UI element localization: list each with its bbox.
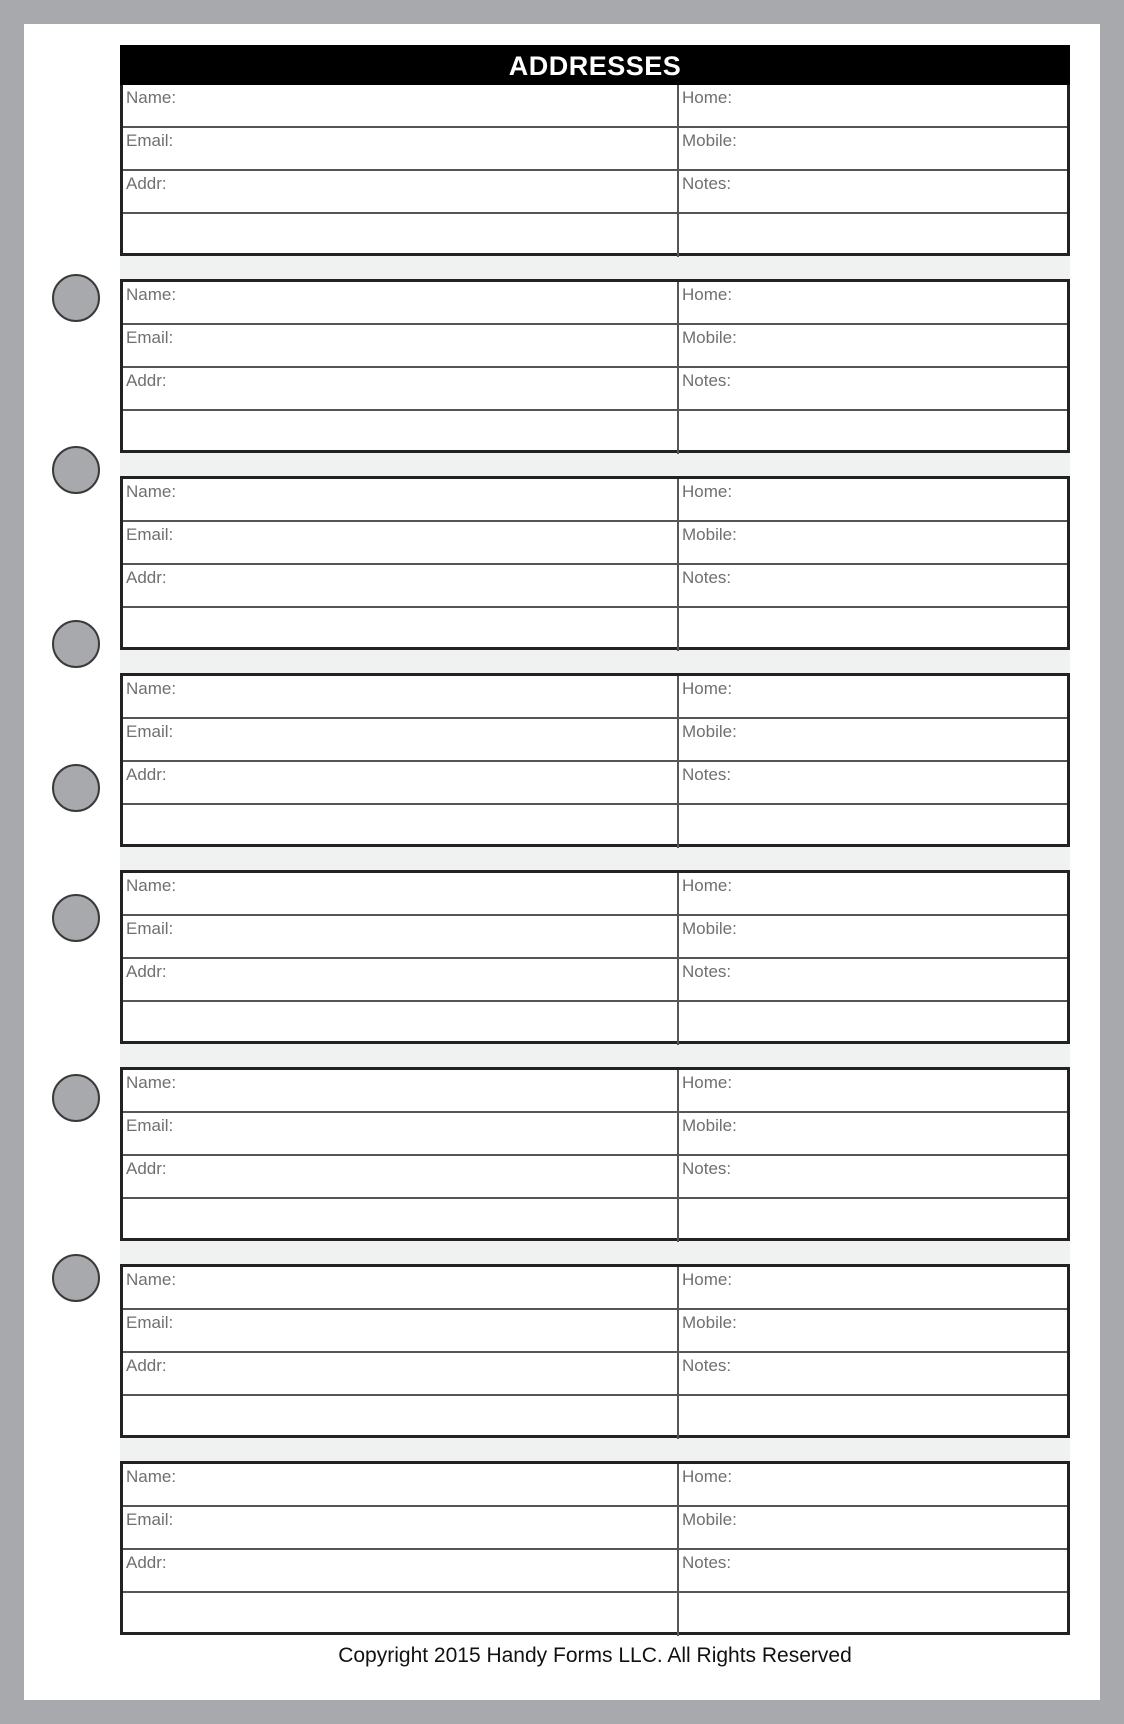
address-form [120,45,1070,1635]
mobile-phone-field[interactable] [679,1507,1067,1548]
name-field[interactable] [123,1464,679,1505]
name-label: Name: [126,482,177,501]
entry-row-extra [123,1593,1067,1636]
address-line-2-field[interactable] [123,1199,679,1242]
binder-hole [52,894,100,942]
entry-row-addr [123,959,1067,1002]
addr-label: Addr: [126,1356,167,1375]
name-field[interactable] [123,282,679,323]
mobile-phone-field[interactable] [679,522,1067,563]
email-field[interactable] [123,1113,679,1154]
email-field[interactable] [123,719,679,760]
entry-divider [120,650,1070,673]
binder-hole [52,1254,100,1302]
name-field[interactable] [123,1267,679,1308]
entry-row-name [123,282,1067,325]
address-line-2-field[interactable] [123,1396,679,1439]
mobile-label: Mobile: [682,722,737,741]
mobile-label: Mobile: [682,525,737,544]
addr-label: Addr: [126,568,167,587]
entry-row-addr [123,171,1067,214]
address-field[interactable] [123,171,679,212]
home-label: Home: [682,876,733,895]
home-phone-field[interactable] [679,1464,1067,1505]
addr-label: Addr: [126,371,167,390]
notes-field[interactable] [679,762,1067,803]
email-label: Email: [126,328,174,347]
name-label: Name: [126,1073,177,1092]
email-label: Email: [126,1116,174,1135]
address-line-2-field[interactable] [123,608,679,651]
home-label: Home: [682,88,733,107]
entry-row-email [123,522,1067,565]
entry-divider [120,847,1070,870]
name-field[interactable] [123,85,679,126]
entry-row-addr [123,1156,1067,1199]
notes-line-2-field[interactable] [679,1002,1067,1045]
notes-line-2-field[interactable] [679,1199,1067,1242]
home-label: Home: [682,679,733,698]
email-field[interactable] [123,916,679,957]
mobile-phone-field[interactable] [679,325,1067,366]
addr-label: Addr: [126,174,167,193]
address-entry [120,1264,1070,1438]
notes-field[interactable] [679,1550,1067,1591]
address-line-2-field[interactable] [123,805,679,848]
binder-hole [52,764,100,812]
entry-row-email [123,325,1067,368]
entry-divider [120,453,1070,476]
binder-hole [52,1074,100,1122]
email-field[interactable] [123,325,679,366]
mobile-phone-field[interactable] [679,916,1067,957]
mobile-label: Mobile: [682,1116,737,1135]
planner-page [24,24,1100,1700]
notes-line-2-field[interactable] [679,805,1067,848]
entry-row-email [123,128,1067,171]
address-line-2-field[interactable] [123,1593,679,1636]
entry-row-addr [123,1550,1067,1593]
copyright-notice: Copyright 2015 Handy Forms LLC. All Rights Reserved [338,1644,852,1667]
email-label: Email: [126,1510,174,1529]
addr-label: Addr: [126,1159,167,1178]
entry-row-email [123,1113,1067,1156]
address-entry [120,673,1070,847]
entry-row-name [123,676,1067,719]
mobile-phone-field[interactable] [679,719,1067,760]
email-label: Email: [126,525,174,544]
notes-line-2-field[interactable] [679,214,1067,257]
mobile-label: Mobile: [682,131,737,150]
entry-row-addr [123,762,1067,805]
notes-label: Notes: [682,1159,732,1178]
notes-label: Notes: [682,174,732,193]
email-field[interactable] [123,522,679,563]
notes-label: Notes: [682,568,732,587]
home-label: Home: [682,1467,733,1486]
binder-hole [52,274,100,322]
entry-divider [120,256,1070,279]
notes-field[interactable] [679,565,1067,606]
name-field[interactable] [123,676,679,717]
entry-row-addr [123,1353,1067,1396]
entry-divider [120,1241,1070,1264]
mobile-label: Mobile: [682,1510,737,1529]
addr-label: Addr: [126,1553,167,1572]
email-label: Email: [126,131,174,150]
notes-label: Notes: [682,765,732,784]
entry-row-name [123,479,1067,522]
entry-row-name [123,873,1067,916]
notes-label: Notes: [682,1553,732,1572]
address-entry [120,279,1070,453]
name-label: Name: [126,679,177,698]
entry-row-addr [123,565,1067,608]
name-label: Name: [126,876,177,895]
entry-row-extra [123,805,1067,848]
name-label: Name: [126,1270,177,1289]
name-field[interactable] [123,873,679,914]
entry-row-name [123,1464,1067,1507]
address-entry [120,1067,1070,1241]
notes-field[interactable] [679,1353,1067,1394]
address-line-2-field[interactable] [123,1002,679,1045]
home-label: Home: [682,285,733,304]
email-label: Email: [126,919,174,938]
binder-hole [52,446,100,494]
name-field[interactable] [123,1070,679,1111]
entry-row-extra [123,411,1067,454]
entry-row-addr [123,368,1067,411]
email-field[interactable] [123,1507,679,1548]
address-field[interactable] [123,762,679,803]
mobile-label: Mobile: [682,328,737,347]
name-label: Name: [126,88,177,107]
home-label: Home: [682,1073,733,1092]
entry-divider [120,1044,1070,1067]
entry-row-extra [123,214,1067,257]
address-field[interactable] [123,1353,679,1394]
address-entry [120,85,1070,256]
email-field[interactable] [123,128,679,169]
address-entry [120,870,1070,1044]
entry-row-name [123,1070,1067,1113]
name-label: Name: [126,1467,177,1486]
binder-hole [52,620,100,668]
home-phone-field[interactable] [679,1267,1067,1308]
home-phone-field[interactable] [679,85,1067,126]
email-label: Email: [126,722,174,741]
entry-row-email [123,719,1067,762]
page-title: ADDRESSES [120,45,1070,85]
addr-label: Addr: [126,962,167,981]
address-field[interactable] [123,565,679,606]
entry-row-email [123,916,1067,959]
home-label: Home: [682,1270,733,1289]
entry-divider [120,1438,1070,1461]
email-field[interactable] [123,1310,679,1351]
mobile-phone-field[interactable] [679,128,1067,169]
notes-label: Notes: [682,962,732,981]
addr-label: Addr: [126,765,167,784]
notes-line-2-field[interactable] [679,411,1067,454]
mobile-label: Mobile: [682,1313,737,1332]
entry-row-name [123,85,1067,128]
notes-label: Notes: [682,1356,732,1375]
notes-field[interactable] [679,368,1067,409]
address-line-2-field[interactable] [123,214,679,257]
entry-row-email [123,1310,1067,1353]
notes-field[interactable] [679,959,1067,1000]
notes-line-2-field[interactable] [679,608,1067,651]
home-phone-field[interactable] [679,873,1067,914]
name-field[interactable] [123,479,679,520]
notes-line-2-field[interactable] [679,1593,1067,1636]
entry-row-extra [123,1002,1067,1045]
entry-row-extra [123,608,1067,651]
name-label: Name: [126,285,177,304]
home-phone-field[interactable] [679,676,1067,717]
notes-field[interactable] [679,171,1067,212]
entry-row-extra [123,1199,1067,1242]
address-field[interactable] [123,959,679,1000]
entry-row-name [123,1267,1067,1310]
notes-line-2-field[interactable] [679,1396,1067,1439]
address-field[interactable] [123,368,679,409]
notes-field[interactable] [679,1156,1067,1197]
mobile-phone-field[interactable] [679,1113,1067,1154]
email-label: Email: [126,1313,174,1332]
address-field[interactable] [123,1156,679,1197]
notes-label: Notes: [682,371,732,390]
entry-row-extra [123,1396,1067,1439]
mobile-phone-field[interactable] [679,1310,1067,1351]
address-entry [120,1461,1070,1635]
home-phone-field[interactable] [679,479,1067,520]
home-phone-field[interactable] [679,282,1067,323]
mobile-label: Mobile: [682,919,737,938]
address-entry [120,476,1070,650]
address-line-2-field[interactable] [123,411,679,454]
address-field[interactable] [123,1550,679,1591]
home-label: Home: [682,482,733,501]
home-phone-field[interactable] [679,1070,1067,1111]
entry-row-email [123,1507,1067,1550]
